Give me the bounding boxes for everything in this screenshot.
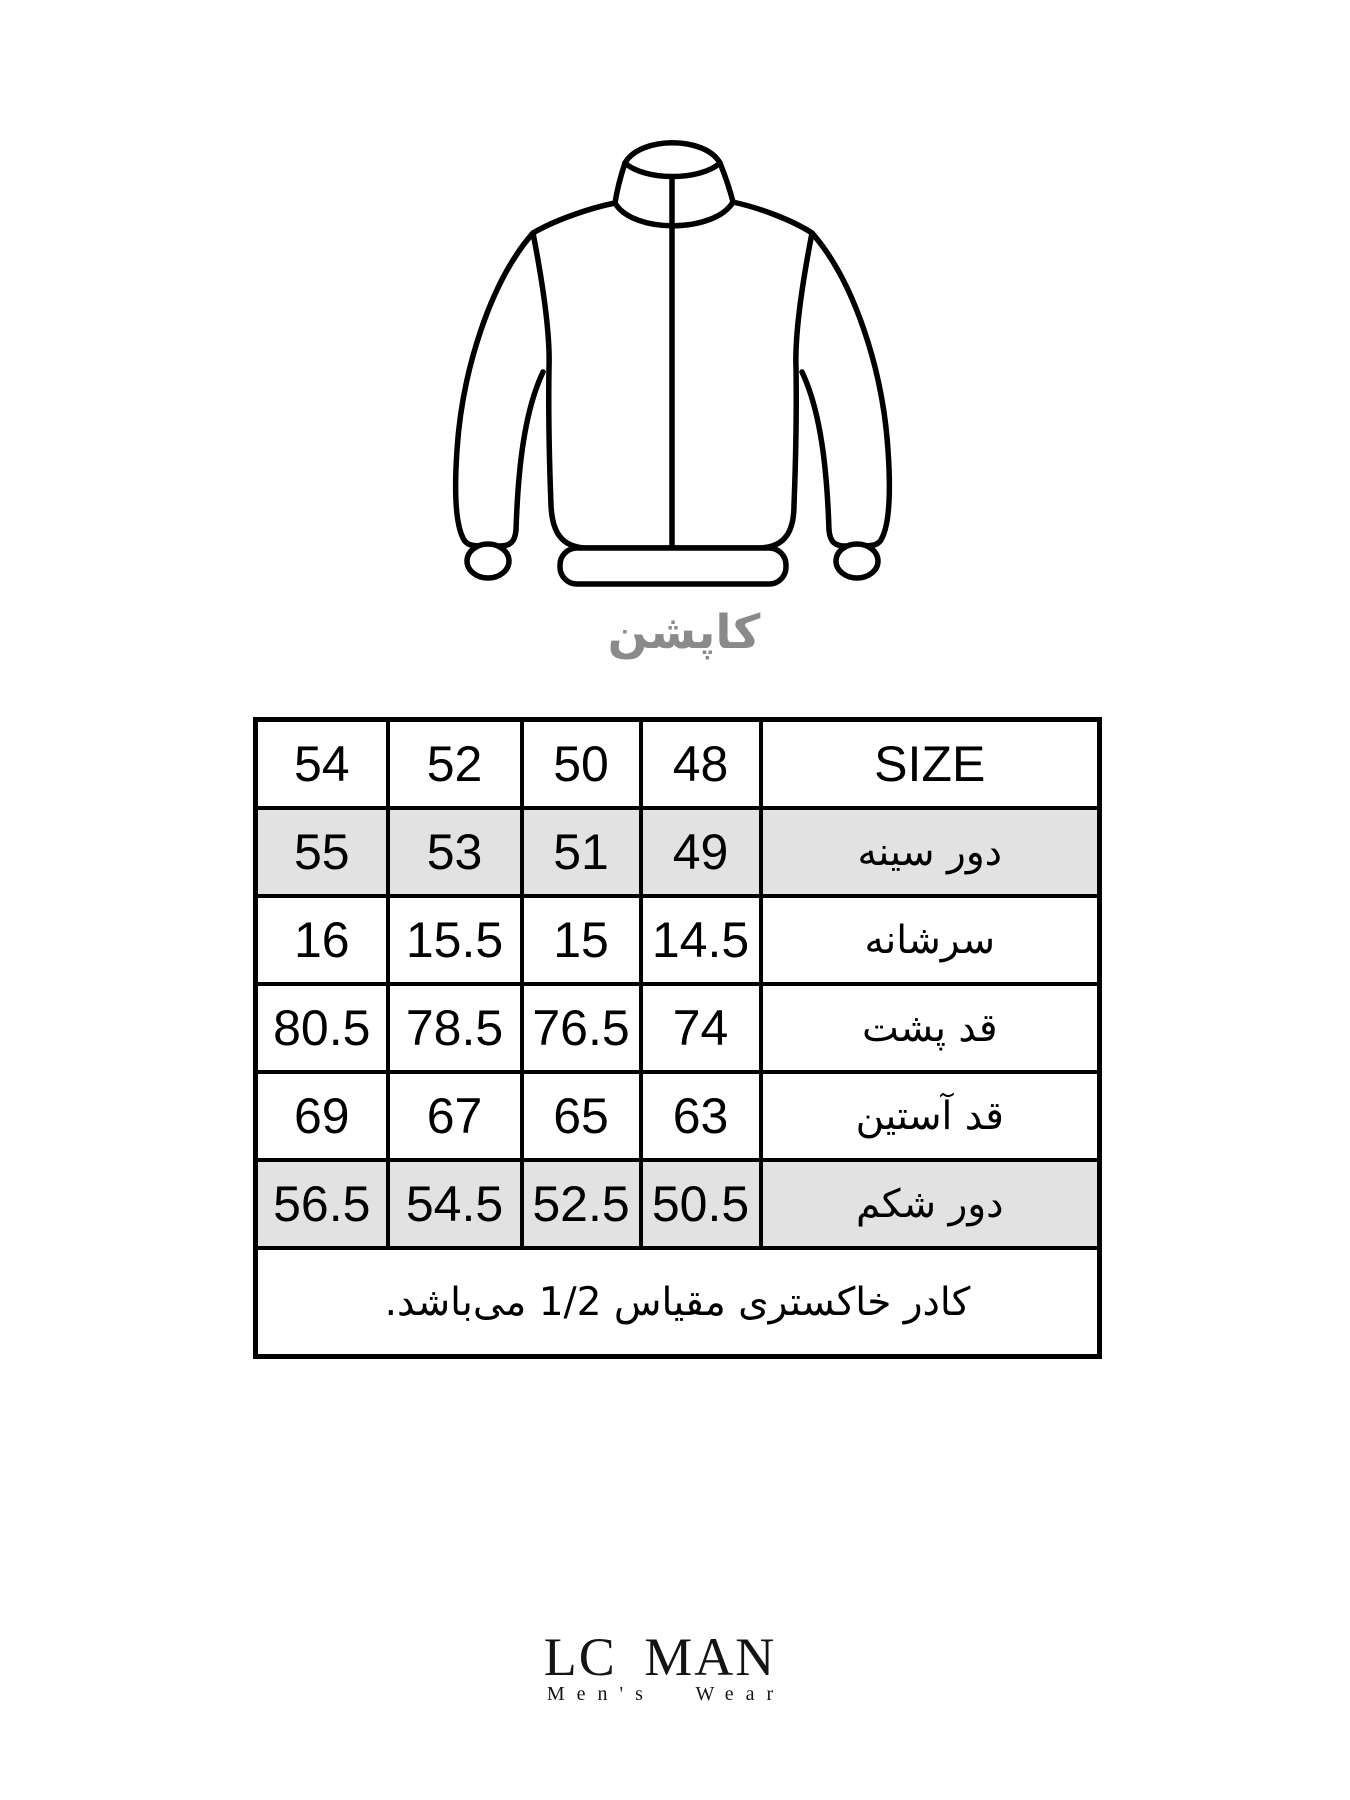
measurement-label: دور سینه — [761, 808, 1100, 896]
measurement-value: 65 — [522, 1072, 641, 1160]
measurement-value: 55 — [256, 808, 388, 896]
measurement-label: دور شکم — [761, 1160, 1100, 1248]
measurement-value: 76.5 — [522, 984, 641, 1072]
jacket-illustration-icon — [440, 120, 910, 600]
measurement-value: 56.5 — [256, 1160, 388, 1248]
table-row-chest — [256, 808, 1100, 896]
brand-logo: LC MAN — [543, 1627, 777, 1687]
measurement-value: 52.5 — [522, 1160, 641, 1248]
measurement-value: 14.5 — [641, 896, 761, 984]
measurement-value: 69 — [256, 1072, 388, 1160]
size-table-header-row — [256, 720, 1100, 809]
jacket-left-shoulder — [533, 203, 615, 233]
measurement-value: 80.5 — [256, 984, 388, 1072]
jacket-right-sleeve — [802, 233, 889, 546]
jacket-right-cuff — [836, 544, 878, 578]
measurement-label: قد آستین — [761, 1072, 1100, 1160]
measurement-value: 51 — [522, 808, 641, 896]
table-footnote: کادر خاکستری مقیاس 1/2 می‌باشد. — [256, 1248, 1100, 1357]
size-col-52: 52 — [388, 720, 522, 809]
measurement-value: 50.5 — [641, 1160, 761, 1248]
jacket-left-cuff — [467, 544, 509, 578]
measurement-value: 15 — [522, 896, 641, 984]
size-table — [253, 717, 1102, 1359]
table-footnote-row — [256, 1248, 1100, 1357]
measurement-value: 54.5 — [388, 1160, 522, 1248]
table-row-shoulder — [256, 896, 1100, 984]
measurement-label: سرشانه — [761, 896, 1100, 984]
measurement-value: 15.5 — [388, 896, 522, 984]
table-row-back-length — [256, 984, 1100, 1072]
measurement-value: 78.5 — [388, 984, 522, 1072]
table-row-sleeve-length — [256, 1072, 1100, 1160]
measurement-value: 49 — [641, 808, 761, 896]
measurement-value: 53 — [388, 808, 522, 896]
measurement-value: 67 — [388, 1072, 522, 1160]
jacket-right-shoulder — [733, 202, 812, 233]
jacket-left-sleeve — [456, 233, 543, 546]
size-col-50: 50 — [522, 720, 641, 809]
measurement-label: قد پشت — [761, 984, 1100, 1072]
jacket-collar-right — [720, 163, 733, 202]
size-header-cell: SIZE — [761, 720, 1100, 809]
table-row-belly — [256, 1160, 1100, 1248]
measurement-value: 16 — [256, 896, 388, 984]
jacket-hem-band — [560, 548, 786, 584]
brand-tagline: Men's Wear — [546, 1683, 786, 1705]
size-col-54: 54 — [256, 720, 388, 809]
jacket-collar-top — [625, 143, 720, 163]
product-title: کاپشن — [607, 605, 761, 660]
measurement-value: 74 — [641, 984, 761, 1072]
size-col-48: 48 — [641, 720, 761, 809]
measurement-value: 63 — [641, 1072, 761, 1160]
jacket-collar-left — [615, 163, 625, 203]
